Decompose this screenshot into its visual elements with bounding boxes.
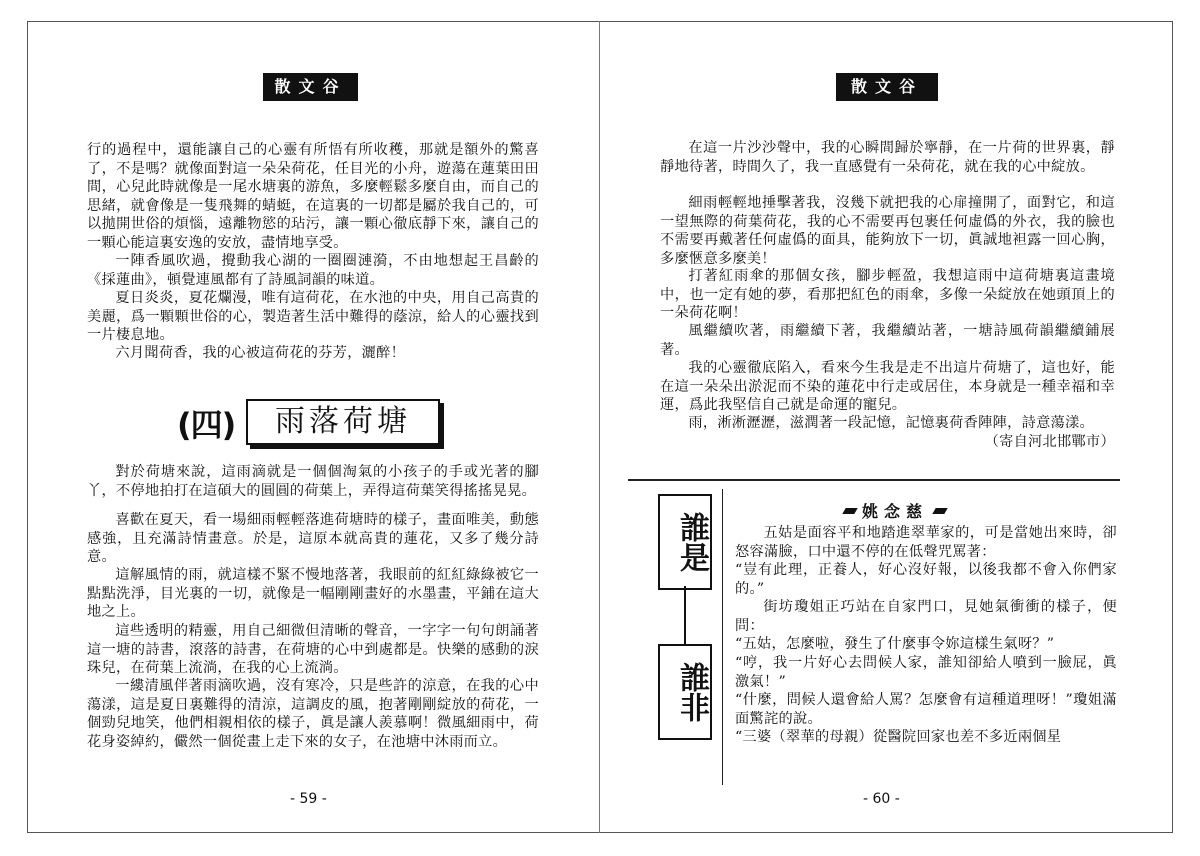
paragraph: 夏日炎炎，夏花爛漫，唯有這荷花，在水池的中央，用自己高貴的美麗，爲一顆顆世俗的心，製造著生活中難得的蔭涼，給人的心靈找到一片棲息地。 [87, 290, 539, 343]
paragraph: 打著紅雨傘的那個女孩，腳步輕盈，我想這雨中這荷塘裏這畫境中，也一定有她的夢，看那把紅色的雨傘，多像一朵綻放在她頭頂上的一朵荷花啊！ [660, 268, 1115, 321]
article-title [658, 494, 712, 749]
paragraph: 細雨輕輕地捶擊著我，沒幾下就把我的心扉撞開了，面對它，和這一望無際的荷葉荷花，我的心不需要再包裹任何虛僞的外衣，我的臉也不需要再戴著任何虛僞的面具，能夠放下一切，眞誠地袒露一回心胸，多麼愜意多麼美！ [660, 195, 1115, 267]
right-page [600, 21, 1173, 833]
paragraph: 在這一片沙沙聲中，我的心瞬間歸於寧靜，在一片荷的世界裏，靜靜地待著，時間久了，我一直感覺有一朵荷花，就在我的心中綻放。 [660, 140, 1115, 175]
paragraph: 我的心靈徹底陷入，看來今生我是走不出這片荷塘了，這也好，能在這一朵朵出淤泥而不染的蓮花中行走或居住，本身就是一種幸福和幸運，爲此我堅信自己就是命運的寵兒。 [660, 360, 1115, 413]
paragraph: 喜歡在夏天，看一場細雨輕輕落進荷塘時的樣子，畫面唯美，動態感強，且充滿詩情畫意。於是，這原本就高貴的蓮花，又多了幾分詩意。 [87, 512, 539, 565]
author-byline [838, 499, 952, 522]
paragraph: “五姑，怎麼啦，發生了什麼事令妳這樣生氣呀？” [735, 636, 1055, 652]
paragraph: “豈有此理，正養人，好心沒好報，以後我都不會入你們家的。” [735, 562, 1117, 597]
paragraph: 行的過程中，還能讓自己的心靈有所悟有所收穫，那就是額外的驚喜了，不是嗎？就像面對這一朵朵荷花，任目光的小舟，遊蕩在蓮葉田田間，心兒此時就像是一尾水塘裏的游魚，多麼輕鬆多麼自由，而自己的思緒，就會像是一隻飛舞的蜻蜓，在這裏的一切都是屬於我自己的，可以拋開世俗的煩惱，遠離物慾的玷污，讓一顆心徹底靜下來，讓自己的一顆心能這裏安逸的安放，盡情地享受。 [87, 142, 539, 251]
left-page [27, 21, 599, 833]
paragraph: 這解風情的雨，就這樣不緊不慢地落著，我眼前的紅紅綠綠被它一點點洗淨，目光裏的一切，就像是一幅剛剛畫好的水墨畫，平鋪在這大地之上。 [87, 567, 539, 620]
title-rule [722, 489, 723, 785]
paragraph: “什麼，問候人還會給人罵？怎麼會有這種道理呀！”瓊姐滿面驚詫的說。 [735, 692, 1117, 727]
title-part-top: 誰是 [658, 494, 712, 590]
page-number: - 60 - [863, 791, 900, 807]
byline-mark-icon [932, 508, 947, 514]
section-number: (四) [177, 406, 236, 444]
paragraph: 六月聞荷香，我的心被這荷花的芬芳，灑醉！ [115, 345, 406, 361]
paragraph: 一陣香風吹過，攪動我心湖的一圈圈漣漪，不由地想起王昌齡的《採蓮曲》，頓覺連風都有了詩風詞韻的味道。 [87, 253, 539, 288]
section-title: 雨落荷塘 [246, 399, 440, 445]
title-part-bottom: 誰非 [658, 644, 712, 740]
paragraph: 對於荷塘來說，這雨滴就是一個個淘氣的小孩子的手或光著的腳丫，不停地拍打在這碩大的圓圓的荷葉上，弄得這荷葉笑得搖搖晃晃。 [87, 464, 539, 499]
paragraph: “三婆（翠華的母親）從醫院回家也差不多近兩個星 [735, 729, 1062, 745]
paragraph: 一縷清風伴著雨滴吹過，沒有寒冷，只是些許的涼意，在我的心中蕩漾，這是夏日裏難得的清涼，這調皮的風，抱著剛剛綻放的荷花，一個勁兒地笑，他們相親相依的樣子，眞是讓人羨慕啊！微風細雨中，荷花身姿綽約，儼然一個從畫上走下來的女子，在池塘中沐雨而立。 [87, 678, 539, 750]
author-name: 姚念慈 [862, 502, 929, 521]
article-divider [628, 479, 1120, 481]
page-number: - 59 - [290, 791, 327, 807]
paragraph: 街坊瓊姐正巧站在自家門口，見她氣衝衝的樣子，便問： [735, 599, 1117, 634]
column-header: 散文谷 [836, 73, 938, 101]
paragraph: 這些透明的精靈，用自己細微但清晰的聲音，一字字一句句朗誦著這一塘的詩書，滾落的詩書，在荷塘的心中到處都是。快樂的感動的淚珠兒，在荷葉上流淌，在我的心上流淌。 [87, 623, 539, 676]
paragraph: 風繼續吹著，雨繼續下著，我繼續站著，一塘詩風荷韻繼續鋪展著。 [660, 323, 1115, 358]
paragraph: “哼，我一片好心去問候人家，誰知卻給人噴到一臉屁，眞激氣！” [735, 655, 1117, 690]
paragraph: 雨，淅淅瀝瀝，滋潤著一段記憶，記憶裏荷香陣陣，詩意蕩漾。 [688, 415, 1095, 431]
title-connector [684, 586, 686, 644]
column-header: 散文谷 [263, 73, 358, 101]
byline-mark-icon [842, 508, 857, 514]
sign-off: （寄自河北邯鄲市） [984, 434, 1115, 450]
paragraph: 五姑是面容平和地踏進翠華家的，可是當她出來時，卻怒容滿臉，口中還不停的在低聲咒罵著： [735, 525, 1117, 560]
